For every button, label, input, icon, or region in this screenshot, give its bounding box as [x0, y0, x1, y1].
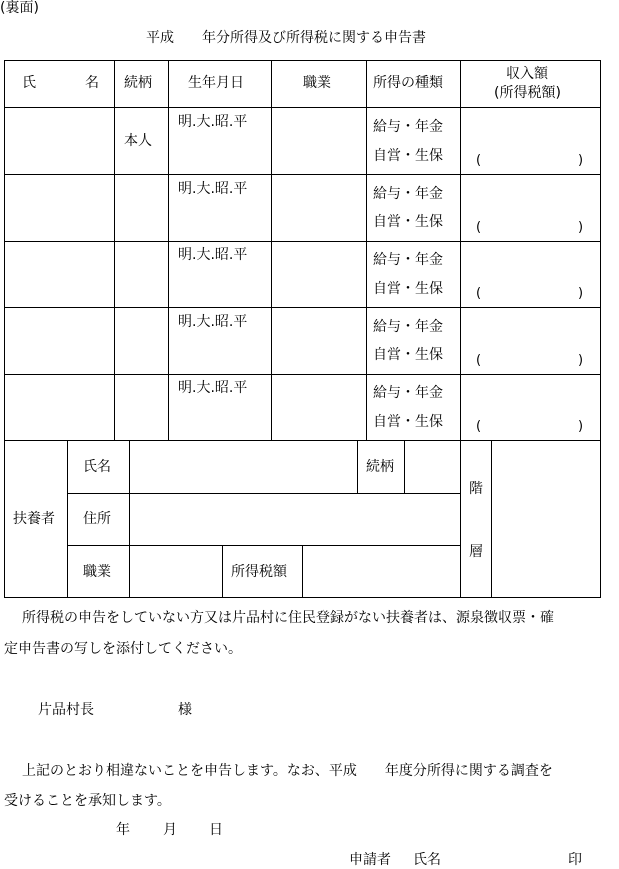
- row-type-line2: 自営・生保: [373, 414, 443, 430]
- row-type-line1: 給与・年金: [373, 385, 443, 401]
- amount-paren-close: ): [578, 220, 584, 235]
- row-type-line1: 給与・年金: [373, 319, 443, 335]
- amount-paren-open: (: [476, 220, 482, 235]
- row-era: 明.大.昭.平: [178, 247, 248, 263]
- row-type-line1: 給与・年金: [373, 186, 443, 202]
- supporter-income-tax-label: 所得税額: [231, 564, 287, 580]
- applicant-seal: 印: [568, 852, 582, 868]
- header-income-type: 所得の種類: [373, 75, 443, 91]
- row-type-line1: 給与・年金: [373, 252, 443, 268]
- floor-char-1: 階: [469, 481, 483, 497]
- row-era: 明.大.昭.平: [178, 314, 248, 330]
- header-occupation: 職業: [303, 75, 331, 91]
- supporter-relationship-label: 続柄: [366, 459, 394, 475]
- row-era: 明.大.昭.平: [178, 181, 248, 197]
- applicant-name-label: 氏名: [413, 852, 441, 868]
- header-name-left: 氏: [22, 75, 36, 91]
- row-relationship: 本人: [124, 133, 152, 149]
- row-type-line2: 自営・生保: [373, 281, 443, 297]
- amount-paren-close: ): [578, 153, 584, 168]
- supporter-name-label: 氏名: [83, 459, 111, 475]
- form-title: 平成 年分所得及び所得税に関する申告書: [146, 30, 426, 46]
- addressee-honorific: 様: [178, 702, 192, 718]
- side-label: (裏面): [0, 0, 39, 16]
- applicant-label: 申請者: [349, 852, 391, 868]
- floor-char-2: 層: [469, 544, 483, 560]
- amount-paren-close: ): [578, 353, 584, 368]
- declaration-line-2: 受けることを承知します。: [4, 793, 171, 809]
- header-name-right: 名: [85, 75, 99, 91]
- row-type-line2: 自営・生保: [373, 148, 443, 164]
- amount-paren-close: ): [578, 286, 584, 301]
- supporter-address-label: 住所: [83, 511, 111, 527]
- header-income-tax: (所得税額): [494, 85, 561, 101]
- date-day: 日: [209, 822, 223, 838]
- amount-paren-open: (: [476, 286, 482, 301]
- notice-line-1: 所得税の申告をしていない方又は片品村に住民登録がない扶養者は、源泉徴収票・確: [22, 610, 554, 626]
- date-month: 月: [163, 822, 177, 838]
- declaration-line-1: 上記のとおり相違ないことを申告します。なお、平成 年度分所得に関する調査を: [22, 763, 553, 779]
- header-relationship: 続柄: [124, 75, 152, 91]
- row-type-line1: 給与・年金: [373, 119, 443, 135]
- amount-paren-open: (: [476, 419, 482, 434]
- addressee-title: 片品村長: [38, 702, 94, 718]
- amount-paren-close: ): [578, 419, 584, 434]
- date-year: 年: [116, 822, 130, 838]
- row-era: 明.大.昭.平: [178, 114, 248, 130]
- header-income-amount: 収入額: [506, 66, 548, 82]
- header-birthdate: 生年月日: [188, 75, 244, 91]
- amount-paren-open: (: [476, 153, 482, 168]
- supporter-occupation-label: 職業: [83, 564, 111, 580]
- amount-paren-open: (: [476, 353, 482, 368]
- supporter-label: 扶養者: [13, 511, 55, 527]
- row-type-line2: 自営・生保: [373, 347, 443, 363]
- row-type-line2: 自営・生保: [373, 214, 443, 230]
- row-era: 明.大.昭.平: [178, 380, 248, 396]
- notice-line-2: 定申告書の写しを添付してください。: [4, 641, 242, 657]
